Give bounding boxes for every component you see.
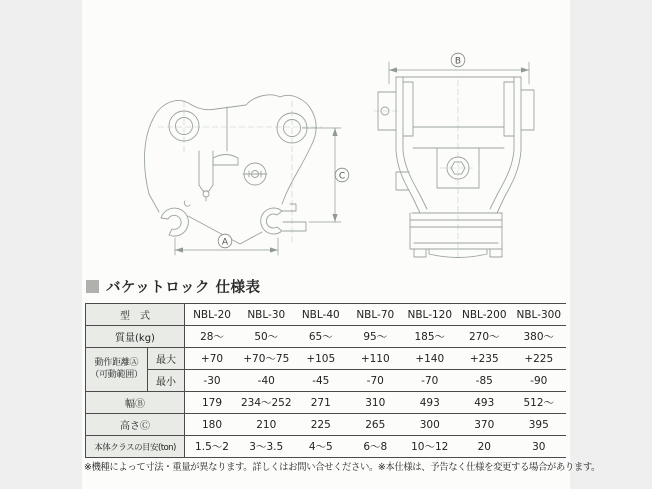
spec-cell: +70〜75 xyxy=(239,348,294,370)
spec-cell: 310 xyxy=(348,392,403,414)
footnote: ※機種によって寸法・重量が異なります。詳しくはお問い合せください。※本仕様は、予告なく仕様を変更する場合があります。 xyxy=(84,462,601,473)
spec-cell: 179 xyxy=(185,392,240,414)
spec-cell: 1.5〜2 xyxy=(185,436,240,458)
spec-cell: -70 xyxy=(403,370,458,392)
spec-cell: 210 xyxy=(239,414,294,436)
spec-cell: 493 xyxy=(457,392,512,414)
spec-cell: -45 xyxy=(294,370,349,392)
stroke-label-line1: 動作距離Ⓐ xyxy=(94,358,139,369)
spec-cell: -90 xyxy=(512,370,567,392)
row-label: 幅Ⓑ xyxy=(86,392,185,414)
model-header: NBL-30 xyxy=(239,304,294,326)
spec-cell: 10〜12 xyxy=(403,436,458,458)
spec-cell: 20 xyxy=(457,436,512,458)
class-row xyxy=(86,436,567,458)
model-header: NBL-120 xyxy=(403,304,458,326)
dim-b-letter: B xyxy=(454,56,462,67)
sub-label: 最小 xyxy=(148,370,185,392)
spec-cell: +105 xyxy=(294,348,349,370)
spec-cell: +70 xyxy=(185,348,240,370)
spec-cell: 6〜8 xyxy=(348,436,403,458)
spec-cell: 3〜3.5 xyxy=(239,436,294,458)
mass-row xyxy=(86,326,567,348)
spec-cell: -70 xyxy=(348,370,403,392)
spec-cell: 234〜252 xyxy=(239,392,294,414)
spec-cell: 512〜 xyxy=(512,392,567,414)
spec-cell: 493 xyxy=(403,392,458,414)
row-label: 高さⒸ xyxy=(86,414,185,436)
spec-cell: 28〜 xyxy=(185,326,240,348)
spec-cell: 225 xyxy=(294,414,349,436)
section-title-text: バケットロック 仕様表 xyxy=(106,279,261,296)
header-label: 型 式 xyxy=(86,304,185,326)
model-header: NBL-70 xyxy=(348,304,403,326)
spec-cell: 270〜 xyxy=(457,326,512,348)
spec-cell: 271 xyxy=(294,392,349,414)
front-view-drawing xyxy=(374,53,534,258)
spec-cell: +235 xyxy=(457,348,512,370)
row-label: 本体クラスの目安(ton) xyxy=(86,436,185,458)
spec-cell: -40 xyxy=(239,370,294,392)
spec-table xyxy=(85,303,566,458)
spec-cell: 50〜 xyxy=(239,326,294,348)
spec-cell: 395 xyxy=(512,414,567,436)
spec-cell: +225 xyxy=(512,348,567,370)
spec-cell: 30 xyxy=(512,436,567,458)
square-bullet-icon xyxy=(86,280,99,293)
spec-cell: -30 xyxy=(185,370,240,392)
technical-drawings xyxy=(82,0,570,275)
spec-cell: +140 xyxy=(403,348,458,370)
spec-cell: 300 xyxy=(403,414,458,436)
model-header: NBL-20 xyxy=(185,304,240,326)
stroke-group-label xyxy=(86,348,148,392)
dim-a-label xyxy=(218,234,232,248)
spec-cell: 95〜 xyxy=(348,326,403,348)
dim-a-letter: A xyxy=(221,237,229,248)
header-row xyxy=(86,304,567,326)
dim-c-letter: C xyxy=(338,171,346,182)
spec-cell: +110 xyxy=(348,348,403,370)
height-row xyxy=(86,414,567,436)
section-title xyxy=(86,277,261,295)
model-header: NBL-200 xyxy=(457,304,512,326)
model-header: NBL-40 xyxy=(294,304,349,326)
spec-cell: 265 xyxy=(348,414,403,436)
spec-cell: 185〜 xyxy=(403,326,458,348)
row-label: 質量(kg) xyxy=(86,326,185,348)
width-row xyxy=(86,392,567,414)
sub-label: 最大 xyxy=(148,348,185,370)
stroke-max-row xyxy=(86,348,567,370)
spec-cell: -85 xyxy=(457,370,512,392)
side-view-drawing xyxy=(144,95,348,255)
spec-cell: 65〜 xyxy=(294,326,349,348)
stroke-label-line2: （可動範囲） xyxy=(90,369,143,380)
dim-c-label xyxy=(335,168,349,182)
stroke-min-row xyxy=(86,370,567,392)
dim-b-label xyxy=(451,53,465,67)
spec-cell: 4〜5 xyxy=(294,436,349,458)
spec-cell: 380〜 xyxy=(512,326,567,348)
model-header: NBL-300 xyxy=(512,304,567,326)
spec-cell: 370 xyxy=(457,414,512,436)
spec-cell: 180 xyxy=(185,414,240,436)
content-panel xyxy=(82,0,601,489)
